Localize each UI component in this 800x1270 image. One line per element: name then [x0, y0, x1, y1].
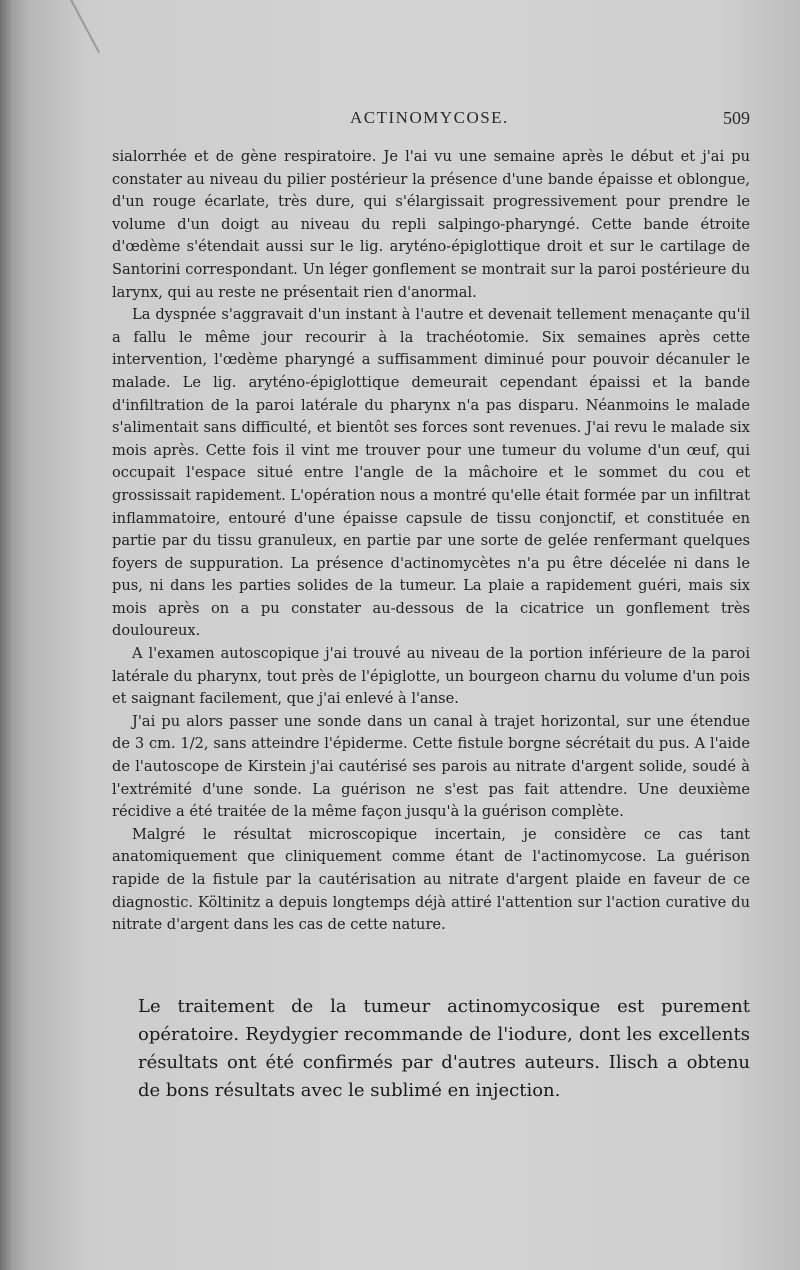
paragraph: A l'examen autoscopique j'ai trouvé au niveau de la portion inférieure de la paroi latérale du pharynx, tout près de l'épiglotte, un bourgeon charnu du volume d'un pois et saignant facilement, que j'ai enlevé à l'anse.: [112, 645, 750, 708]
case-report-text: [112, 146, 750, 937]
page-number: 509: [723, 108, 750, 128]
treatment-text: [138, 993, 750, 1105]
page-edge-shadow: [0, 0, 12, 1270]
paragraph-continued: sialorrhée et de gène respiratoire. Je l'ai vu une semaine après le début et j'ai pu constater au niveau du pilier postérieur la présence d'une bande épaisse et oblongue, d'un rouge écarlate, très dure, qui s'élargissait progressivement pour prendre le volume d'un doigt au niveau du repli salpingo-pharyngé. Cette bande étroite d'œdème s'étendait aussi sur le lig. aryténo-épiglottique droit et sur le cartilage de Santorini correspondant. Un léger gonflement se montrait sur la paroi postérieure du larynx, qui au reste ne présentait rien d'anormal.: [112, 148, 750, 301]
paragraph: J'ai pu alors passer une sonde dans un canal à trajet horizontal, sur une étendue de 3 cm. 1/2, sans atteindre l'épiderme. Cette fistule borgne sécrétait du pus. A l'aide de l'autoscope de Kirstein j'ai cautérisé ses parois au nitrate d'argent solide, soudé à l'extrémité d'une sonde. La guérison ne s'est pas fait attendre. Une deuxième récidive a été traitée de la même façon jusqu'à la guérison complète.: [112, 712, 750, 821]
closing-paragraph: Le traitement de la tumeur actinomycosique est purement opératoire. Reydygier recommande de l'iodure, dont les excellents résultats ont été confirmés par d'autres auteurs. Ilisch a obtenu de bons résultats avec le sublimé en injection.: [138, 996, 750, 1101]
running-header: [110, 108, 750, 134]
paragraph: La dyspnée s'aggravait d'un instant à l'autre et devenait tellement menaçante qu'il a fallu le même jour recourir à la trachéotomie. Six semaines après cette intervention, l'œdème pharyngé a suffisamment diminué pour pouvoir décanuler le malade. Le lig. aryténo-épiglottique demeurait cependant épaissi et la bande d'infiltration de la paroi latérale du pharynx n'a pas disparu. Néanmoins le malade s'alimentait sans difficulté, et bientôt ses forces sont revenues. J'ai revu le malade six mois après. Cette fois il vint me trouver pour une tumeur du volume d'un œuf, qui occupait l'espace situé entre l'angle de la mâchoire et le sommet du cou et grossissait rapidement. L'opération nous a montré qu'elle était formée par un infiltrat inflammatoire, entouré d'une épaisse capsule de tissu conjonctif, et constituée en partie par du tissu granuleux, en partie par une sorte de gelée renfermant quelques foyers de suppuration. La présence d'actinomycètes n'a pu être décelée ni dans le pus, ni dans les parties solides de la tumeur. La plaie a rapidement guéri, mais six mois après on a pu constater au-dessous de la cicatrice un gonflement très douloureux.: [112, 306, 750, 640]
paragraph: Malgré le résultat microscopique incertain, je considère ce cas tant anatomiquement que cliniquement comme étant de l'actinomycose. La guérison rapide de la fistule par la cautérisation au nitrate d'argent plaide en faveur de ce diagnostic. Költinitz a depuis longtemps déjà attiré l'attention sur l'action curative du nitrate d'argent dans les cas de cette nature.: [112, 825, 750, 934]
page-crease: [70, 0, 100, 53]
running-title: ACTINOMYCOSE.: [350, 108, 509, 127]
